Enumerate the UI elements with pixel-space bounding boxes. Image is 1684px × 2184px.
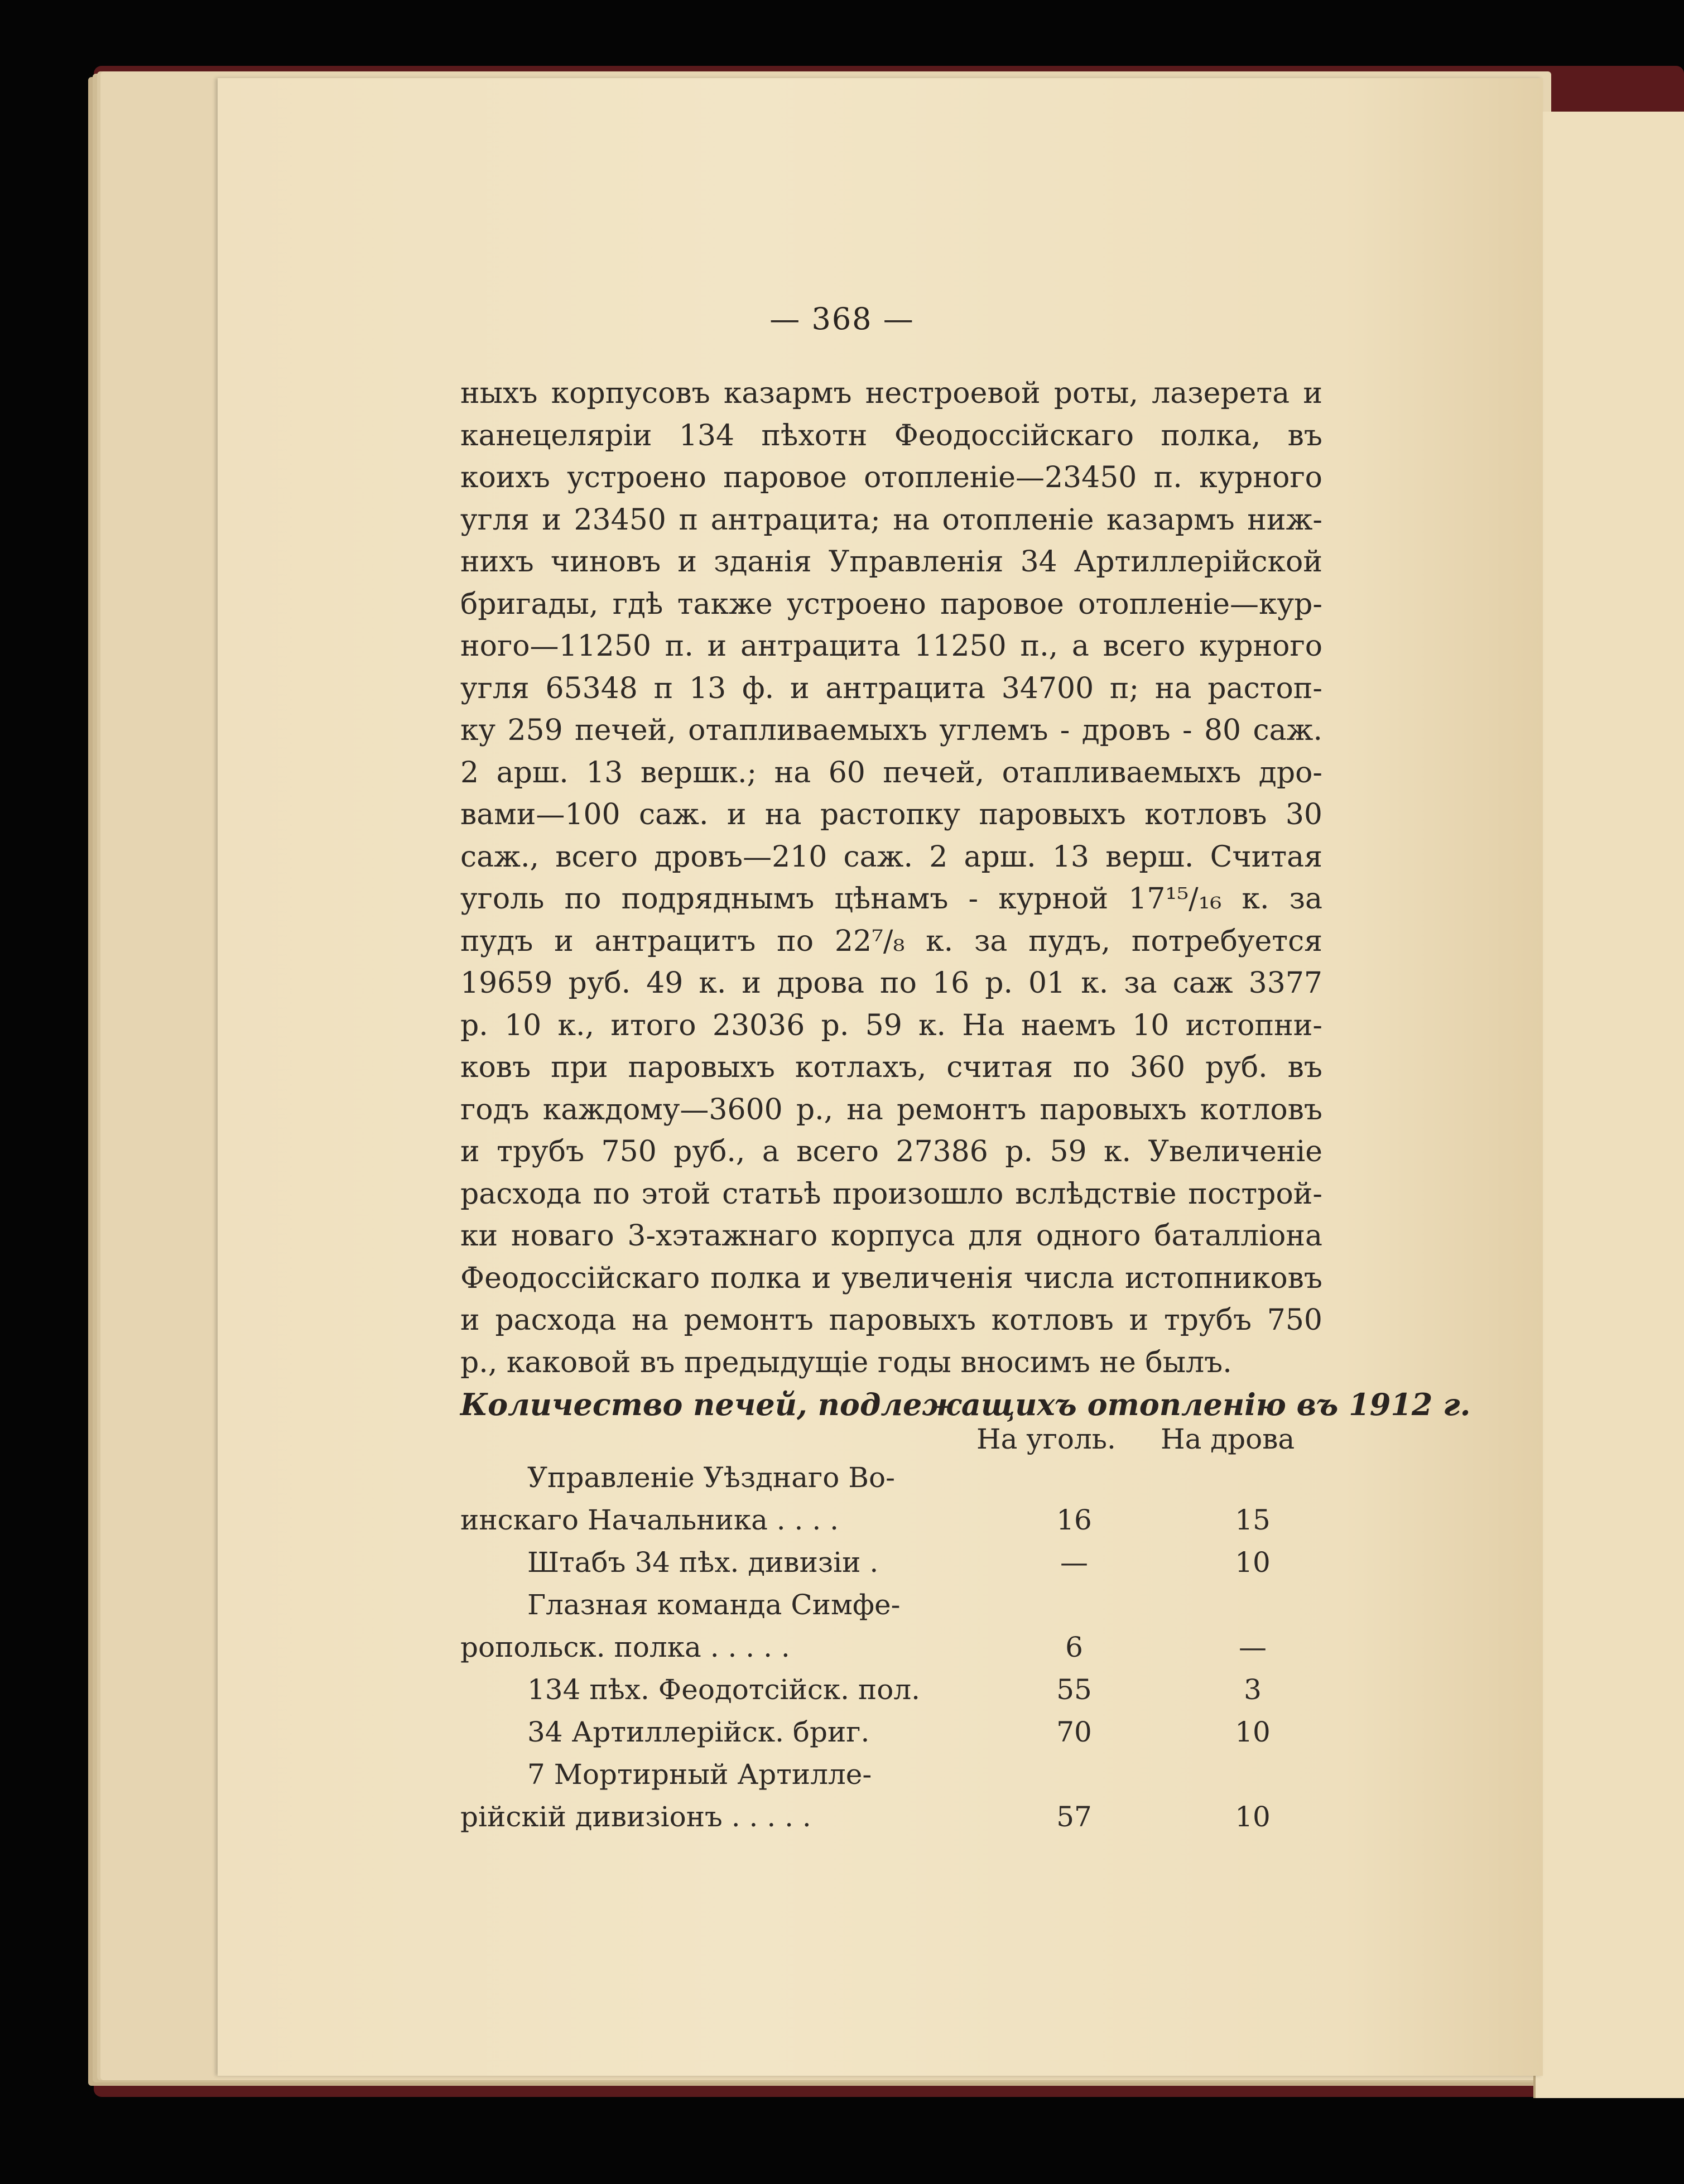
row-label: инскаго Начальника . . . .	[460, 1504, 839, 1536]
table-header	[976, 1423, 1322, 1455]
row-label: 7 Мортирный Артилле-	[527, 1758, 872, 1791]
text-line: ку 259 печей, отапливаемыхъ углемъ - дровъ - 80 саж.	[460, 714, 1322, 747]
table-row	[460, 1584, 1322, 1626]
coal-count: 70	[1056, 1716, 1092, 1748]
text-line: ковъ при паровыхъ котлахъ, считая по 360 руб. въ	[460, 1051, 1322, 1084]
table-row	[460, 1499, 1322, 1541]
text-line: годъ каждому—3600 р., на ремонтъ паровыхъ котловъ	[460, 1093, 1322, 1127]
row-label: 34 Артиллерійск. бриг.	[527, 1716, 870, 1748]
table-row	[460, 1753, 1322, 1796]
coal-count: 6	[1065, 1631, 1083, 1663]
text-line: и расхода на ремонтъ паровыхъ котловъ и трубъ 750	[460, 1303, 1322, 1337]
row-label: 134 пѣх. Феодотсійск. пол.	[527, 1673, 920, 1706]
coal-count: —	[1060, 1546, 1088, 1579]
text-line: саж., всего дровъ—210 саж. 2 арш. 13 верш. Считая	[460, 840, 1322, 874]
table-row	[460, 1541, 1322, 1584]
wood-count: 10	[1235, 1801, 1271, 1833]
text-line: 2 арш. 13 вершк.; на 60 печей, отапливаемыхъ дро-	[460, 756, 1322, 790]
wood-count: 3	[1244, 1673, 1262, 1706]
text-line: угля и 23450 п антрацита; на отопленіе казармъ ниж-	[460, 503, 1322, 537]
row-label: рійскій дивизіонъ . . . . .	[460, 1801, 811, 1833]
wood-count: 10	[1235, 1546, 1271, 1579]
text-line: нихъ чиновъ и зданія Управленія 34 Артиллерійской	[460, 545, 1322, 579]
text-line: ного—11250 п. и антрацита 11250 п., а всего курного	[460, 629, 1322, 663]
text-line: коихъ устроено паровое отопленіе—23450 п. курного	[460, 461, 1322, 494]
text-line: уголь по подряднымъ цѣнамъ - курной 17¹⁵/₁₆ к. за	[460, 882, 1322, 916]
table-body	[460, 1456, 1322, 1838]
text-line: р., каковой въ предыдущіе годы вносимъ не былъ.	[460, 1345, 1232, 1379]
wood-count: —	[1239, 1631, 1267, 1663]
column-header-coal: На уголь.	[976, 1423, 1116, 1455]
facing-page-edge	[1533, 112, 1684, 2098]
table-title: Количество печей, подлежащихъ отопленію въ 1912 г.	[460, 1387, 1471, 1422]
wood-count: 10	[1235, 1716, 1271, 1748]
row-label: Управленіе Уѣзднаго Во-	[527, 1461, 895, 1494]
table-row	[460, 1711, 1322, 1753]
text-line: вами—100 саж. и на растопку паровыхъ котловъ 30	[460, 798, 1322, 831]
table-row	[460, 1668, 1322, 1711]
text-line: р. 10 к., итого 23036 р. 59 к. На наемъ 10 истопни-	[460, 1008, 1322, 1042]
text-line: и трубъ 750 руб., а всего 27386 р. 59 к. Увеличеніе	[460, 1135, 1322, 1168]
row-label: ропольск. полка . . . . .	[460, 1631, 790, 1663]
text-line: 19659 руб. 49 к. и дрова по 16 р. 01 к. за саж 3377	[460, 966, 1322, 1000]
text-line: канецеляріи 134 пѣхотн Феодоссійскаго полка, въ	[460, 418, 1322, 453]
coal-count: 57	[1056, 1801, 1092, 1833]
body-text	[460, 373, 1322, 1384]
text-line: ки новаго 3-хэтажнаго корпуса для одного баталліона	[460, 1219, 1322, 1253]
row-label: Глазная команда Симфе-	[527, 1589, 901, 1621]
table-row	[460, 1796, 1322, 1838]
column-header-wood: На дрова	[1161, 1423, 1295, 1455]
text-line: расхода по этой статьѣ произошло вслѣдствіе построй-	[460, 1177, 1322, 1211]
row-label: Штабъ 34 пѣх. дивизіи .	[527, 1546, 879, 1579]
table-row	[460, 1456, 1322, 1499]
coal-count: 55	[1056, 1673, 1092, 1706]
text-line: Феодоссійскаго полка и увеличенія числа истопниковъ	[460, 1261, 1322, 1295]
table-row	[460, 1626, 1322, 1668]
text-line: пудъ и антрацитъ по 22⁷/₈ к. за пудъ, потребуется	[460, 924, 1322, 958]
coal-count: 16	[1056, 1504, 1092, 1536]
text-line: бригады, гдѣ также устроено паровое отопленіе—кур-	[460, 587, 1322, 621]
wood-count: 15	[1235, 1504, 1271, 1536]
text-line: угля 65348 п 13 ф. и антрацита 34700 п; на растоп-	[460, 671, 1322, 705]
text-line: ныхъ корпусовъ казармъ нестроевой роты, лазерета и	[460, 377, 1322, 410]
page-number: — 368 —	[769, 301, 915, 336]
